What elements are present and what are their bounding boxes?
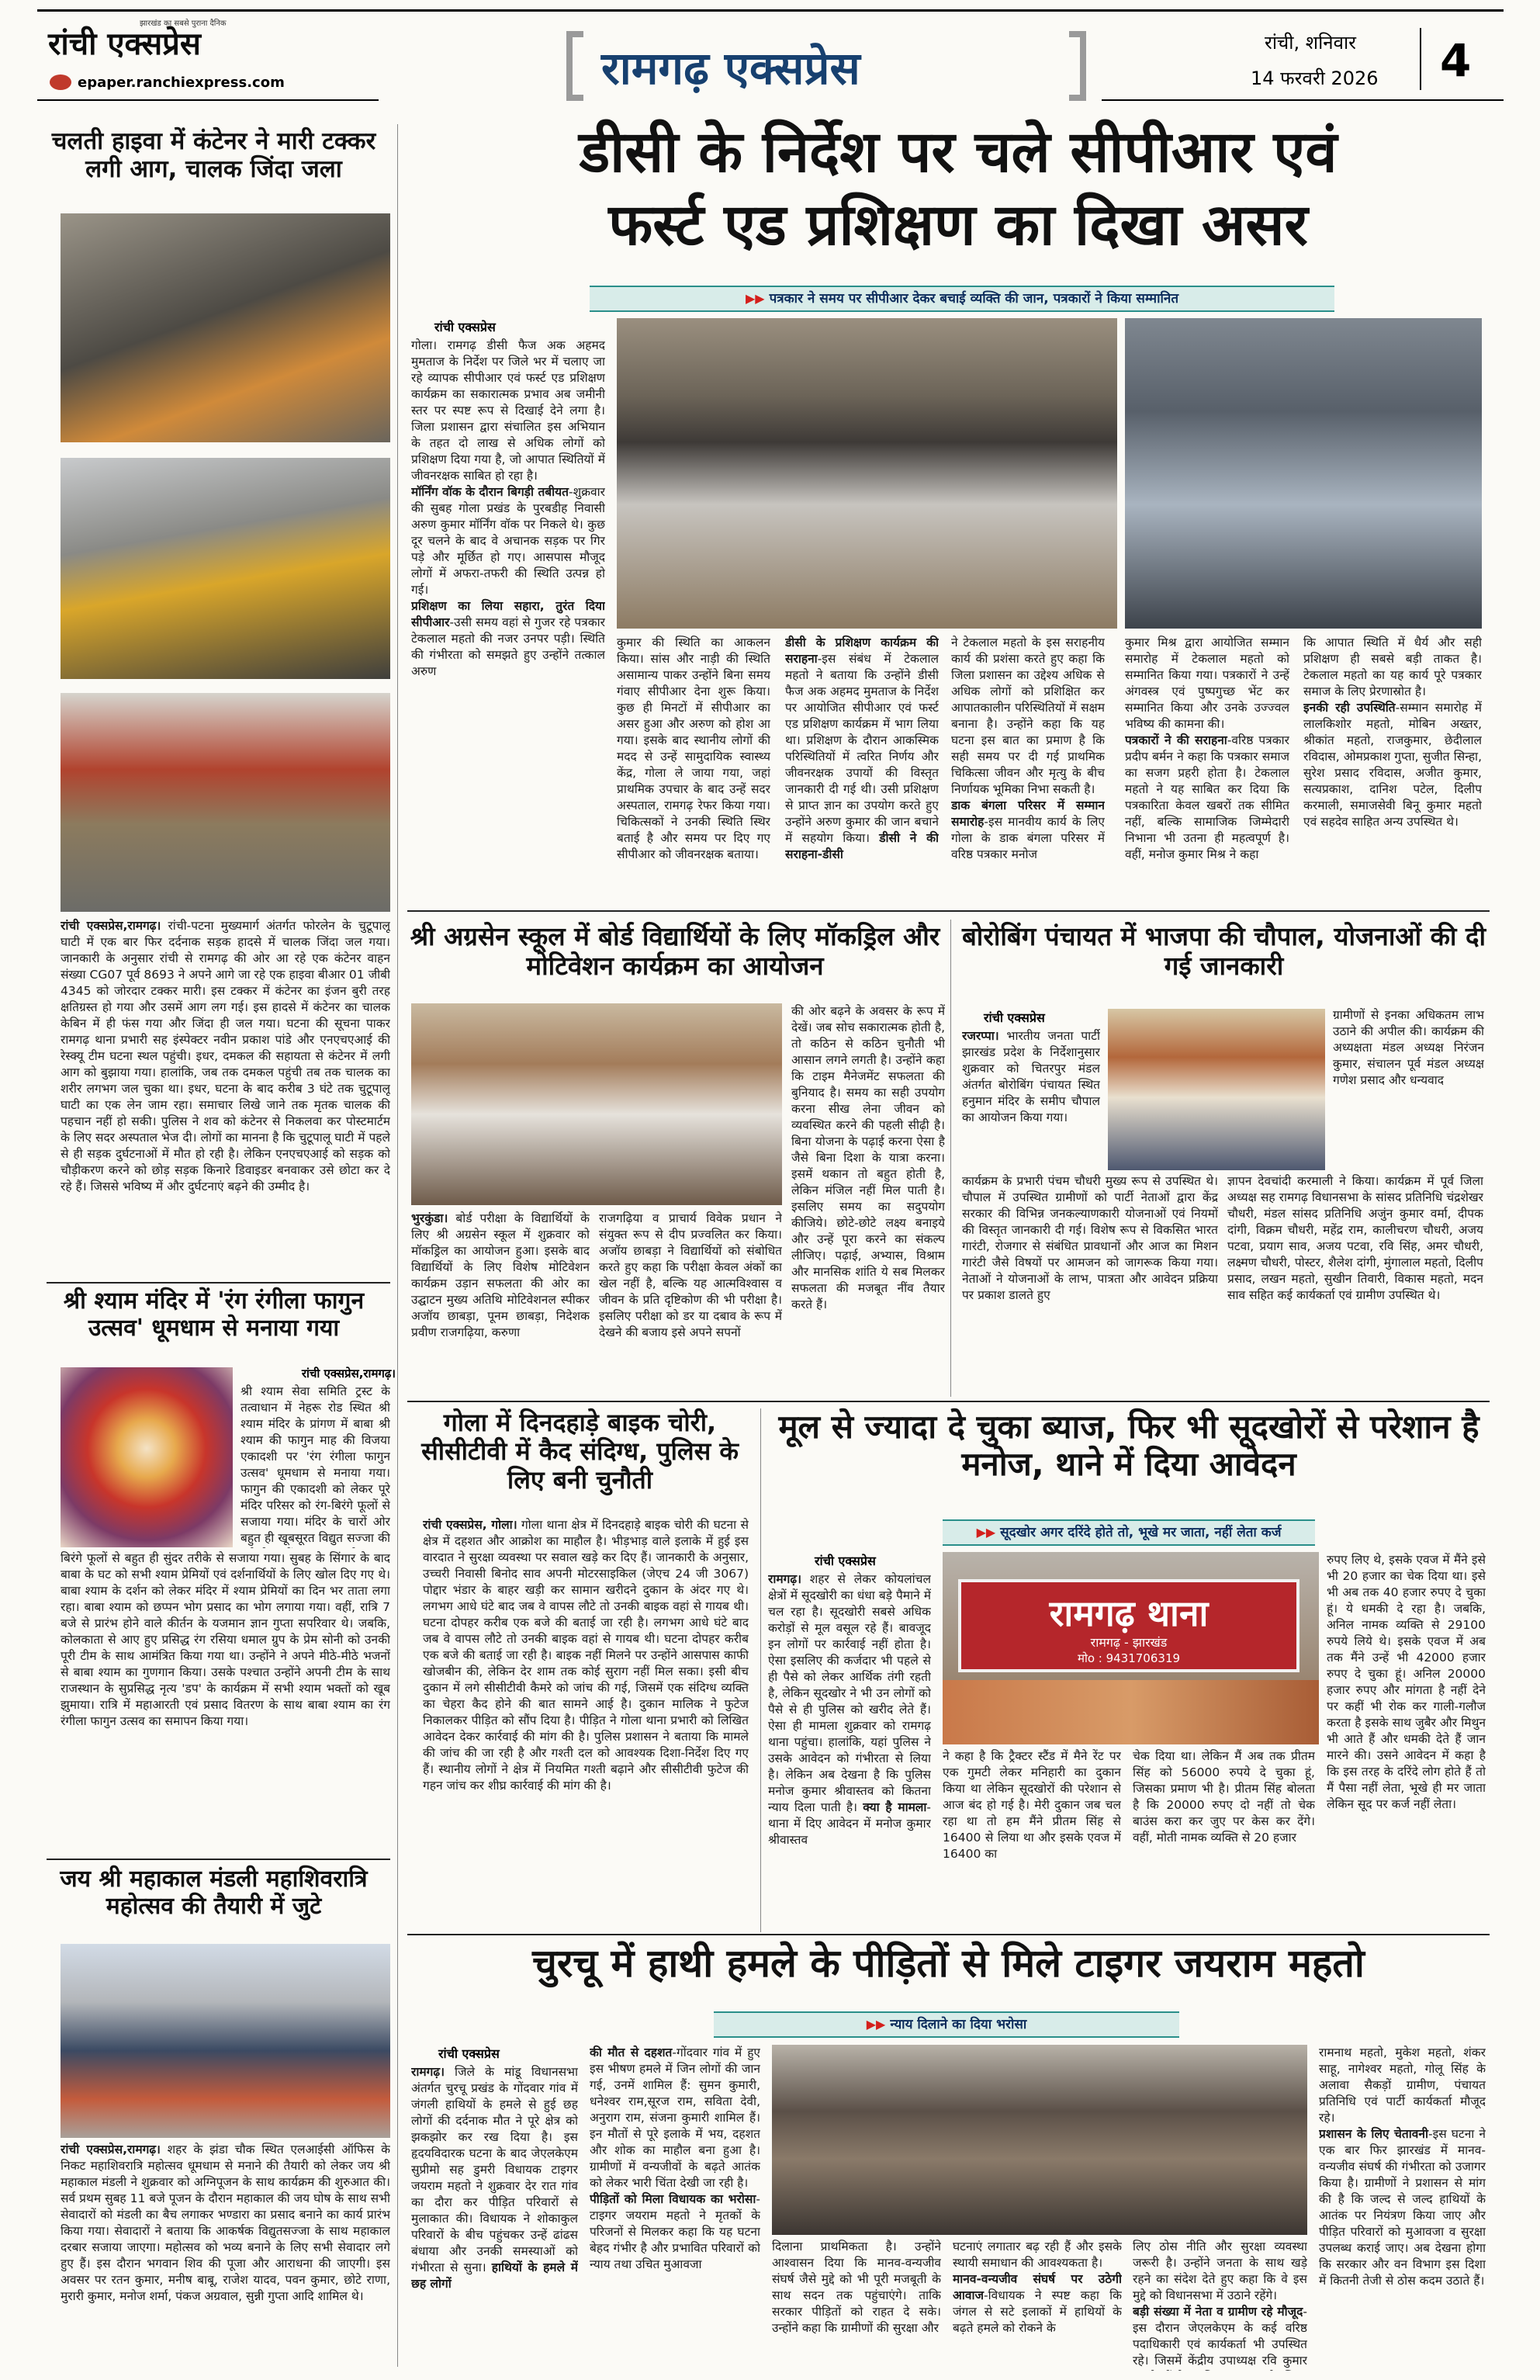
main-col6-text2: सम्मान समारोह में लालकिशोर महतो, मोबिन अख्तर, श्रीकांत महतो, राजकुमार, छेदीलाल रविदास, ओमप्रकाश गुप्ता, सुजीत सिन्हा, सुरेश प्रसाद रविदास, अजीत कुमार, सत्यप्रकाश, दानिश पटेल, दिलीप करमाली, समाजसेवी बिनू कुमार महतो एवं सहदेव साहित अन्य उपस्थित थे। <box>1303 701 1482 829</box>
left-mid-headline: श्री श्याम मंदिर में 'रंग रंगीला फागुन उत्सव' धूमधाम से मनाया गया <box>63 1287 365 1342</box>
police-sign-subtitle: रामगढ़ - झारखंड <box>1090 1635 1168 1650</box>
website-url[interactable]: epaper.ranchiexpress.com <box>78 74 285 91</box>
elephant-col1-text: जिले के मांडू विधानसभा अंतर्गत चुरचू प्रखंड के गोंदवार गांव में जंगली हाथियों के हमले से हुई छह लोगों की दर्दनाक मौत ने पूरे क्षेत्र को झकझोर कर रख दिया है। इस हृदयविदारक घटना के बाद जेएलकेएम सुप्रीमो सह डुमरी विधायक टाइगर जयराम महतो ने शुक्रवार देर रात गांव का दौरा कर पीड़ित परिवारों से मुलाकात की। विधायक ने शोकाकुल परिवारों के बीच पहुंचकर उन्हें ढांढस बंधाया और उनकी समस्याओं को गंभीरता से सुना। <box>411 2065 578 2274</box>
loan-col4: रुपए लिए थे, इसके एवज में मैंने इसे भी 20 हजार का चेक दिया था। इसे भी अब तक 40 हजार रुपए दे चुका हूं। ये धमकी दे रहा है। जबकि, अनिल नामक व्यक्ति से 29100 रुपये लिये थे। इसके एवज में अब तक मैंने उन्हें भी 42000 हजार रुपए दे चुका हूं। अनिल 20000 हजार रुपए और मांगता है नहीं देने पर कहीं भी रोक कर गाली-गलौज करता है इसके साथ जुबैर और मिथुन भी आते हैं और धमकी देते हैं जान मारने की। उसने आवेदन में कहा है कि इस तरह के दरिंदे लोग होते हैं तो मैं पैसा नहीं लेता, भूखे ही मर जाता लेकिन सूद पर कर्ज नहीं लेता। <box>1327 1553 1486 1811</box>
elephant-col4-text: घटनाएं लगातार बढ़ रही हैं और इसके स्थायी समाधान की आवश्यकता है। <box>953 2240 1122 2270</box>
left-divider-1 <box>47 1282 390 1284</box>
school-photo <box>411 1003 782 1205</box>
main-col3-text: इस संबंध में टेकलाल महतो ने बताया कि उन्होंने डीसी फैज अक अहमद मुमताज के निर्देश पर आयोजित सीपीआर एवं फर्स्ट एड प्रशिक्षण कार्यक्रम में भाग लिया था। प्रशिक्षण के दौरान आकस्मिक परिस्थितियों में त्वरित निर्णय और जीवनरक्षक उपायों की विस्तृत जानकारी दी गई थी। उसी प्रशिक्षण से प्राप्त ज्ञान का उपयोग करते हुए उन्होंने अरुण कुमार की जान बचाने में सहयोग किया। <box>785 652 939 845</box>
main-col6-sub: इनकी रही उपस्थिति <box>1303 701 1396 715</box>
theft-headline: गोला में दिनदहाड़े बाइक चोरी, सीसीटीवी में कैद संदिग्ध, पुलिस के लिए बनी चुनौती <box>421 1408 739 1495</box>
main-col3-tail: डीसी ने की सराहना-डीसी <box>785 831 939 861</box>
masthead-top-rule <box>37 9 1504 12</box>
main-headline-line2: फर्स्ट एड प्रशिक्षण का दिखा असर <box>608 192 1308 258</box>
main-col4-sub: डाक बंगला परिसर में सम्मान समारोह <box>951 799 1105 829</box>
elephant-col1-sub: हाथियों के हमले में छह लोगों <box>411 2260 578 2291</box>
loan-col1-text: शहर से लेकर कोयलांचल क्षेत्रों में सूदखोरी का धंधा बड़े पैमाने में चल रहा है। सूदखोरी सबसे अधिक करोड़ों से मूल वसूल रहे हैं। बावजूद इन लोगों पर कार्रवाई नहीं होता है। ऐसा इसलिए की कर्जदार भी पहले से ही पैसे को लेकर आर्थिक तंगी रहती है, लेकिन सूदखोर ने भी उन लोगों को पैसे से ही पुलिस को खरीद लेते हैं। ऐसा ही मामला शुक्रवार को रामगढ़ थाना पहुंचा। हालांकि, यहां पुलिस ने उसके आवेदन को गंभीरता से लिया है। लेकिन अब देखना है कि पुलिस मनोज कुमार श्रीवास्तव को कितना न्याय दिला पाती है। <box>768 1572 931 1814</box>
elephant-photo <box>772 2045 1307 2235</box>
masthead-right-rule <box>1102 99 1504 101</box>
main-divider <box>407 910 1490 912</box>
main-col5: कुमार मिश्र द्वारा आयोजित सम्मान समारोह में टेकलाल महतो को सम्मानित किया गया। पत्रकारों ने उन्हें अंगवस्त्र एवं पुष्पगुच्छ भेंट कर सम्मानित किया और उनके उज्ज्वल भविष्य की कामना की। पत्रकारों ने की सराहना-वरिष्ठ पत्रकार प्रदीप बर्मन ने कहा कि पत्रकार समाज का सजग प्रहरी होता है। टेकलाल महतो ने यह साबित कर दिया कि पत्रकारिता केवल खबरों तक सीमित नहीं, बल्कि सामाजिक जिम्मेदारी निभाना भी उतना ही महत्वपूर्ण है। वहीं, मनोज कुमार मिश्र ने कहा <box>1125 636 1289 861</box>
logo-tagline: झारखंड का सबसे पुराना दैनिक <box>140 19 227 28</box>
left-column-rule <box>397 124 398 2367</box>
elephant-col3: दिलाना प्राथमिकता है। उन्होंने आश्वासन दिया कि मानव-वन्यजीव संघर्ष जैसे मुद्दे को भी पूरी मजबूती के साथ सदन तक पहुंचाएंगे। ताकि सरकार पीड़ितों को राहत दे सके। उन्होंने कहा कि ग्रामीणों की सुरक्षा और <box>772 2240 941 2335</box>
elephant-strap <box>714 2011 1179 2038</box>
main-col5-sub: पत्रकारों ने की सराहना <box>1125 733 1227 747</box>
bjp-text-full: कार्यक्रम के प्रभारी पंचम चौधरी मुख्य रूप से उपस्थित थे। चौपाल में उपस्थित ग्रामीणों को पार्टी नेताओं द्वारा केंद्र सरकार की विभिन्न जनकल्याणकारी योजनाओं एवं नियमों की विस्तृत जानकारी दी गई। विशेष रूप से विकसित भारत गारंटी, रोजगार से संबंधित प्रावधानों और आज का मिशन गारंटी जैसे विषयों पर आमजन को जागरूक किया गया। नेताओं ने योजनाओं के लाभ, पात्रता और आवेदन प्रक्रिया पर प्रकाश डालते हुए <box>962 1174 1218 1302</box>
left-bottom-text: शहर के झंडा चौक स्थित एलआईसी ऑफिस के निकट महाशिवरात्रि महोत्सव धूमधाम से मनाने की तैयारी को लेकर जय श्री महाकाल मंडली ने शुक्रवार को अग्निपूजन के साथ कार्यक्रम की शुरुआत की। सर्व प्रथम सुबह 11 बजे पूजन के दौरान महाकाल की जय घोष के साथ सभी सेवादारों को मंडली का बैच लगाकर भण्डारा का प्रसाद बनाने का कार्य प्रारंभ किया गया। सेवादारों ने बताया कि आकर्षक विद्युतसज्जा के साथ महाकाल दरबार सजाया जाएगा। महोत्सव को भव्य बनाने के लिए सभी सेवादार लगे हुए हैं। इस दौरान भगवान शिव की पूजा और आराधना की जाएगी। इस अवसर पर रतन कुमार, मनीष बाबू, राजेश यादव, पवन कुमार, छोटे राणा, मुरारी कुमार, मनोज शर्मा, पंकज अग्रवाल, सुन्नी गुप्ता आदि शामिल थे। <box>61 2143 390 2303</box>
left-top-photo-1 <box>61 213 390 442</box>
elephant-col2-sub2: पीड़ितों को मिला विधायक का भरोसा <box>590 2192 756 2206</box>
police-sign-board <box>958 1579 1299 1672</box>
elephant-strap-arrow-icon: ▶▶ <box>866 2017 886 2032</box>
bjp-photo <box>1108 1009 1325 1170</box>
main-col1-sub2: प्रशिक्षण का लिया सहारा, तुरंत दिया सीपीआर <box>411 599 605 629</box>
bjp-text-left <box>962 1028 1100 1170</box>
loan-col2: ने कहा है कि ट्रैक्टर स्टैंड में मैने रेंट पर एक गुमटी लेकर मनिहारी का दुकान किया था लेकिन सूदखोरों की परेशान से आज बंद हो गई है। मेरी दुकान जब चल रहा था तो हम मैंने प्रीतम सिंह से 16400 से लिया था और इसके एवज में 16400 का <box>943 1749 1121 1861</box>
school-right-rule <box>950 920 951 1397</box>
edition-date: 14 फरवरी 2026 <box>1251 68 1379 89</box>
location-day: रांची, शनिवार <box>1265 32 1356 54</box>
left-mid-text-beside: श्री श्याम सेवा समिति ट्रस्ट के तत्वाधान में नेहरू रोड स्थित श्री श्याम मंदिर के प्रांगण में बाबा श्री श्याम की फागुन माह की विजया एकादशी पर 'रंग रंगीला फागुन उत्सव' धूमधाम से मनाया गया। फागुन की एकादशी को लेकर पूरे मंदिर परिसर को रंग-बिरंगे फूलों से सजाया गया। मंदिर के चारों ओर बहुत ही खूबसूरत विद्युत सज्जा की <box>241 1384 390 1545</box>
main-col1: गोला। रामगढ़ डीसी फैज अक अहमद मुमताज के निर्देश पर जिले भर में चलाए जा रहे व्यापक सीपीआर एवं फर्स्ट एड प्रशिक्षण कार्यक्रम का सकारात्मक प्रभाव अब जमीनी स्तर पर स्पष्ट रूप से दिखाई देने लगा है। जिला प्रशासन द्वारा संचालित इस अभियान के तहत दो लाख से अधिक लोगों को प्रशिक्षण दिया गया है, जो आपात स्थितियों में जीवनरक्षक साबित हो रहा है। मॉर्निंग वॉक के दौरान बिगड़ी तबीयत-शुक्रवार की सुबह गोला प्रखंड के पुरबडीह निवासी अरुण कुमार मॉर्निंग वॉक पर निकले थे। कुछ दूर चलने के बाद वे अचानक सड़क पर गिर पड़े और मूर्छित हो गए। आसपास मौजूद लोगों में अफरा-तफरी की स्थिति उत्पन्न हो गई। प्रशिक्षण का लिया सहारा, तुरंत दिया सीपीआर-उसी समय वहां से गुजर रहे पत्रकार टेकलाल महतो की नजर उनपर पड़ी। स्थिति की गंभीरता को समझते हुए उन्होंने तत्काल अरुण <box>411 338 605 678</box>
left-divider-2 <box>47 1859 390 1860</box>
left-top-photo-3 <box>61 693 390 912</box>
left-top-text: रांची-पटना मुख्यमार्ग अंतर्गत फोरलेन के चुटूपालू घाटी में एक बार फिर दर्दनाक सड़क हादसे में चालक जिंदा जल गया। जानकारी के अनुसार रांची से रामगढ़ की ओर आ रहे एक कंटेनर वाहन संख्या CG07 पूर्व 8693 ने अपने आगे जा रहे एक हाइवा बीआर 01 जीबी 4345 को जोरदार टक्कर मारी। इस टक्कर में कंटेनर का इंजन बुरी तरह क्षतिग्रस्त हो गया और उसमें आग लग गई। इस हादसे में कंटेनर का चालक केबिन में ही फंस गया और जिंदा ही जल गया। घटना की सूचना पाकर रामगढ़ थाना प्रभारी सह इंस्पेक्टर नवीन प्रकाश पांडे और एनएचएआई की रेस्क्यू टीम घटना स्थल पहुंची। इधर, दमकल की सहायता से कंटेनर में लगी आग को बुझाया गया। हालांकि, जब तक दमकल पहुंची तब तक चालक का शरीर लगभग जल चुका था। इधर, घटना के बाद करीब 3 घंटे तक चुटूपालू घाटी का एक लेन जाम रहा। समाचार लिखे जाने तक मृतक चालक की पहचान नहीं हो सकी। पुलिस ने शव को कंटेनर से निकलवा कर पोस्टमार्टम के लिए सदर अस्पताल भेज दी। लोगों का मानना है कि चुटूपालू घाटी में पहले से ही सड़क दुर्घटनाओं में मौत हो रही है। लेकिन एनएचएआई को सड़क को चौड़ीकरण करने को छोड़ सड़क किनारे डिवाइडर बनवाकर उसे छोटा कर दे रहे हैं। जिससे भविष्य में और दुर्घटनाएं बढ़ने की उम्मीद है। <box>61 919 390 1193</box>
school-dateline: भुरकुंडा। <box>411 1211 448 1225</box>
elephant-col4-sub: मानव-वन्यजीव संघर्ष पर उठेगी आवाज <box>953 2272 1122 2302</box>
main-col5-text2: वरिष्ठ पत्रकार प्रदीप बर्मन ने कहा कि पत्रकार समाज का सजग प्रहरी होता है। टेकलाल महतो ने यह साबित कर दिया कि पत्रकारिता केवल खबरों तक सीमित नहीं, बल्कि सामाजिक जिम्मेदारी निभाना भी उतना ही महत्वपूर्ण है। वहीं, मनोज कुमार मिश्र ने कहा <box>1125 733 1289 861</box>
main-strap <box>590 286 1334 312</box>
main-col1-lead: गोला। रामगढ़ डीसी फैज अक अहमद मुमताज के निर्देश पर जिले भर में चलाए जा रहे व्यापक सीपीआर एवं फर्स्ट एड प्रशिक्षण कार्यक्रम का सकारात्मक प्रभाव अब जमीनी स्तर पर स्पष्ट रूप से दिखाई देने लगा है। जिला प्रशासन द्वारा संचालित इस अभियान के तहत दो लाख से अधिक लोगों को प्रशिक्षण दिया गया है, जो आपात स्थितियों में जीवनरक्षक साबित हो रहा है। <box>411 338 605 483</box>
main-col1-sub1: मॉर्निंग वॉक के दौरान बिगड़ी तबीयत <box>411 485 569 499</box>
main-col1-text3: उसी समय वहां से गुजर रहे पत्रकार टेकलाल महतो की नजर उनपर पड़ी। स्थिति की गंभीरता को समझते हुए उन्होंने तत्काल अरुण <box>411 615 605 678</box>
bjp-text-full2: ज्ञापन देवचांदी करमाली ने किया। कार्यक्रम में पूर्व जिला अध्यक्ष सह रामगढ़ विधानसभा के सांसद प्रतिनिधि चंद्रशेखर चौधरी, मंडल सांसद प्रतिनिधि अजुंन कुमार वर्मा, दीपक दांगी, विक्रम चौधरी, महेंद्र राम, कालीचरण चौधरी, अजय पटवा, प्रयाग साव, अजय पटवा, रवि सिंह, अमर चौधरी, लक्ष्मण चौधरी, पोस्टर, शैलेश दांगी, मुंगालाल महतो, दिलीप प्रसाद, लखन महतो, सुखीन तिवारी, विकास महतो, मदन साव सहित कई कार्यकर्ता एवं ग्रामीण उपस्थित थे। <box>1227 1174 1483 1302</box>
main-col6-text: कि आपात स्थिति में धैर्य और सही प्रशिक्षण ही सबसे बड़ी ताकत है। टेकलाल महतो का यह कार्य पूरे पत्रकार समाज के लिए प्रेरणास्रोत है। <box>1303 636 1482 698</box>
elephant-col2-text: गोंदवार गांव में हुए इस भीषण हमले में जिन लोगों की जान गई, उनमें शामिल हैं: सुमन कुमारी, धनेश्वर राम,सूरज राम, सविता देवी, अनुराग राम, संजना कुमारी शामिल हैं। इन मौतों से पूरे इलाके में भय, दहशत और शोक का माहौल बना हुआ है। ग्रामीणों में वन्यजीवों के बढ़ते आतंक को लेकर भारी चिंता देखी जा रही है। <box>590 2046 760 2190</box>
website-icon <box>50 74 71 90</box>
elephant-col4: घटनाएं लगातार बढ़ रही हैं और इसके स्थायी समाधान की आवश्यकता है। मानव-वन्यजीव संघर्ष पर उठेगी आवाज-विधायक ने स्पष्ट कहा कि जंगल से सटे इलाकों में हाथियों के बढ़ते हमले को रोकने के <box>953 2240 1122 2335</box>
loan-dateline: रामगढ़। <box>768 1572 801 1586</box>
loan-col1-sub: क्या है मामला <box>863 1800 927 1814</box>
theft-right-rule <box>760 1408 761 1932</box>
bjp-dateline: रजरप्पा। <box>962 1029 999 1043</box>
loan-strap <box>943 1519 1315 1546</box>
elephant-col5-text: लिए ठोस नीति और सुरक्षा व्यवस्था जरूरी है। उन्होंने जनता के साथ खड़े रहने का संदेश देते हुए कहा कि वे इस मुद्दे को विधानसभा में उठाने रहेंगे। <box>1133 2240 1307 2302</box>
loan-col1-tail: थाना में दिए आवेदन में मनोज कुमार श्रीवास्तव <box>768 1817 931 1847</box>
elephant-byline: रांची एक्सप्रेस <box>438 2046 500 2061</box>
elephant-col5: लिए ठोस नीति और सुरक्षा व्यवस्था जरूरी है। उन्होंने जनता के साथ खड़े रहने का संदेश देते हुए कहा कि वे इस मुद्दे को विधानसभा में उठाने रहेंगे। बड़ी संख्या में नेता व ग्रामीण रहे मौजूद-इस दौरान जेएलकेएम के कई वरिष्ठ पदाधिकारी एवं कार्यकर्ता भी उपस्थित रहे। जिसमें केंद्रीय उपाध्यक्ष रवि कुमार <box>1133 2239 1307 2371</box>
theft-text: गोला थाना क्षेत्र में दिनदहाड़े बाइक चोरी की घटना से क्षेत्र में दहशत और आक्रोश का माहौल है। भीड़भाड़ वाले इलाके में हुई इस वारदात ने सुरक्षा व्यवस्था पर सवाल खड़े कर दिए हैं। जानकारी के अनुसार, उच्चरी निवासी बिनोद साव अपनी मोटरसाइकिल (जेएच 24 जी 3067) पोद्दार भंडार के बाहर खड़ी कर सामान खरीदने दुकान के अंदर गए थे। लगभग आधे घंटे बाद जब वे वापस लौटे तो उनकी बाइक वहां से गायब थी। घटना दोपहर करीब एक बजे की बताई जा रही है। लगभग आधे घंटे बाद जब वे वापस लौटे तो उनकी बाइक वहां से गायब थी। घटना दोपहर करीब एक बजे की बताई जा रही है। बाइक नहीं मिलने पर उन्होंने आसपास काफी खोजबीन की, लेकिन देर शाम तक कोई सुराग नहीं मिल सका। इसी बीच दुकान में लगे सीसीटीवी कैमरे को जांच की गई, जिसमें एक संदिग्ध व्यक्ति का चेहरा कैद होने की बात सामने आई है। दुकान मालिक ने फुटेज निकालकर पीड़ित को सौंप दिया है। पीड़ित ने गोला थाना प्रभारी को लिखित आवेदन देकर कार्रवाई की मांग की है। पुलिस प्रशासन ने बताया कि मामले की जांच की जा रही है और गश्ती दल को आवश्यक दिशा-निर्देश दिए गए हैं। स्थानीय लोगों ने क्षेत्र में नियमित गश्ती बढ़ाने और सीसीटीवी फुटेज की गहन जांच कर शीघ्र कार्रवाई की मांग की है। <box>423 1518 749 1793</box>
bjp-text-right: ग्रामीणों से इनका अधिकतम लाभ उठाने की अपील की। कार्यक्रम की अध्यक्षता मंडल अध्यक्ष निरंजन कुमार, संचालन पूर्व मंडल अध्यक्ष गणेश प्रसाद और धन्यवाद <box>1333 1008 1484 1087</box>
main-strap-text: पत्रकार ने समय पर सीपीआर देकर बचाई व्यक्ति की जान, पत्रकारों ने किया सम्मानित <box>769 291 1179 307</box>
main-photo-group <box>617 318 1117 629</box>
left-bottom-body <box>61 2142 390 2371</box>
edition-name: रामगढ़ एक्सप्रेस <box>601 42 860 95</box>
left-mid-text-below: बिरंगे फूलों से बहुत ही सुंदर तरीके से सजाया गया। सुबह के सिंगार के बाद बाबा के घट को सभी श्याम प्रेमियों एवं दर्शनार्थियों के लिए खोल दिए गए थे। बाबा श्याम के दर्शन को लेकर मंदिर में श्याम प्रेमियों का दिन भर ताता लगा रहा। बाबा श्याम को छप्पन भोग प्रसाद का भोग लगाया गया। वहीं, रात्रि 7 बजे से प्रारंभ होने वाले कीर्तन के यजमान ज्ञान गुप्ता सपरिवार थे। जबकि, कोलकाता से आए हुए प्रसिद्ध रंग रसिया धमाल ग्रुप के प्रेम सोनी को उनकी पूरी टीम के साथ आमंत्रित किया गया था। उन्होंने ने अपने मीठे-मीठे भजनों से बाबा श्याम का गुणगान किया। उसके पश्चात उन्होंने अपनी टीम के साथ राजस्थान के सुप्रसिद्ध नृत्य 'डप' के कार्यक्रम में सभी श्याम भक्तों को खूब झुमाया। रात्रि में महाआरती एवं प्रसाद वितरण के साथ बाबा श्याम का रंग रंगीला फागुन उत्सव का समापन किया गया। <box>61 1551 390 1728</box>
main-col4-text: ने टेकलाल महतो के इस सराहनीय कार्य की प्रशंसा करते हुए कहा कि जिला प्रशासन का उद्देश्य अधिक से अधिक लोगों को प्रशिक्षित कर आपातकालीन परिस्थितियों में सक्षम बनाना है। उन्होंने कहा कि यह घटना इस बात का प्रमाण है कि सही समय पर दी गई प्राथमिक चिकित्सा जीवन और मृत्यु के बीच निर्णायक भूमिका निभा सकती है। <box>951 636 1105 796</box>
left-bottom-photo <box>61 1944 390 2138</box>
mid-divider <box>407 1401 1490 1402</box>
elephant-col6: रामनाथ महतो, मुकेश महतो, शंकर साहू, नागेश्वर महतो, गोलू सिंह के अलावा सैकड़ों ग्रामीण, पंचायत प्रतिनिधि एवं पार्टी कार्यकर्ता मौजूद रहे। प्रशासन के लिए चेतावनी-इस घटना ने एक बार फिर झारखंड में मानव-वन्यजीव संघर्ष की गंभीरता को उजागर किया है। ग्रामीणों ने प्रशासन से मांग की है कि जल्द से जल्द हाथियों के आतंक पर नियंत्रण किया जाए और पीड़ित परिवारों को मुआवजा व सुरक्षा उपलब्ध कराई जाए। अब देखना होगा कि सरकार और वन विभाग इस दिशा में कितनी तेजी से ठोस कदम उठाते हैं। <box>1319 2046 1486 2288</box>
theft-body <box>423 1517 749 1928</box>
elephant-col6-text2: इस घटना ने एक बार फिर झारखंड में मानव-वन्यजीव संघर्ष की गंभीरता को उजागर किया है। ग्रामीणों ने प्रशासन से मांग की है कि जल्द से जल्द हाथियों के आतंक पर नियंत्रण किया जाए और पीड़ित परिवारों को मुआवजा व सुरक्षा उपलब्ध कराई जाए। अब देखना होगा कि सरकार और वन विभाग इस दिशा में कितनी तेजी से ठोस कदम उठाते हैं। <box>1319 2127 1486 2288</box>
elephant-dateline: रामगढ़। <box>411 2065 445 2079</box>
main-col4-text2: इस मानवीय कार्य के लिए गोला के डाक बंगला परिसर में वरिष्ठ पत्रकार मनोज <box>951 815 1105 861</box>
masthead-left-rule <box>37 99 379 101</box>
loan-col1: रामगढ़। शहर से लेकर कोयलांचल क्षेत्रों में सूदखोरी का धंधा बड़े पैमाने में चल रहा है। सूदखोरी सबसे अधिक करोड़ों से मूल वसूल रहे हैं। बावजूद इन लोगों पर कार्रवाई नहीं होता है। ऐसा इसलिए की कर्जदार भी पहले से ही पैसे को लेकर आर्थिक तंगी रहती है, लेकिन सूदखोर ने भी उन लोगों को पैसे से ही पुलिस को खरीद लेते हैं। ऐसा ही मामला शुक्रवार को रामगढ़ थाना पहुंचा। हालांकि, यहां पुलिस ने उसके आवेदन को गंभीरता से लिया है। लेकिन अब देखना है कि पुलिस मनोज कुमार श्रीवास्तव को कितना न्याय दिला पाती है। क्या है मामला-थाना में दिए आवेदन में मनोज कुमार श्रीवास्तव <box>768 1572 931 1847</box>
left-mid-photo <box>61 1367 233 1547</box>
main-col3: डीसी के प्रशिक्षण कार्यक्रम की सराहना-इस संबंध में टेकलाल महतो ने बताया कि उन्होंने डीसी फैज अक अहमद मुमताज के निर्देश पर आयोजित सीपीआर एवं फर्स्ट एड प्रशिक्षण कार्यक्रम में भाग लिया था। प्रशिक्षण के दौरान आकस्मिक परिस्थितियों में त्वरित निर्णय और जीवनरक्षक उपायों की विस्तृत जानकारी दी गई थी। उसी प्रशिक्षण से प्राप्त ज्ञान का उपयोग करते हुए उन्होंने अरुण कुमार की जान बचाने में सहयोग किया। डीसी ने की सराहना-डीसी <box>785 636 939 861</box>
left-top-body <box>61 918 390 1280</box>
main-col5-text: कुमार मिश्र द्वारा आयोजित सम्मान समारोह में टेकलाल महतो को सम्मानित किया गया। पत्रकारों ने उन्हें अंगवस्त्र एवं पुष्पगुच्छ भेंट कर सम्मानित किया और उनके उज्ज्वल भविष्य की कामना की। <box>1125 636 1289 731</box>
police-building-wall <box>943 1680 1319 1744</box>
main-col1-text2: शुक्रवार की सुबह गोला प्रखंड के पुरबडीह निवासी अरुण कुमार मॉर्निंग वॉक पर निकले थे। कुछ दूर चलने के बाद वे अचानक सड़क पर गिर पड़े और मूर्छित हो गए। आसपास मौजूद लोगों में अफरा-तफरी की स्थिति उत्पन्न हो गई। <box>411 485 605 597</box>
main-col2: कुमार की स्थिति का आकलन किया। सांस और नाड़ी की स्थिति असामान्य पाकर उन्होंने बिना समय गंवाए सीपीआर देना शुरू किया। कुछ ही मिनटों में सीपीआर का असर हुआ और अरुण को होश आ गया। इसके बाद स्थानीय लोगों की मदद से उन्हें सामुदायिक स्वास्थ्य केंद्र, गोला ले जाया गया, जहां प्राथमिक उपचार के बाद उन्हें सदर अस्पताल, रामगढ़ रेफर किया गया। चिकित्सकों ने उनकी स्थिति स्थिर बताई है और समय पर दिए गए सीपीआर को जीवनरक्षक बताया। <box>617 636 770 861</box>
elephant-col2: की मौत से दहशत-गोंदवार गांव में हुए इस भीषण हमले में जिन लोगों की जान गई, उनमें शामिल हैं: सुमन कुमारी, धनेश्वर राम,सूरज राम, सविता देवी, अनुराग राम, संजना कुमारी शामिल हैं। इन मौतों से पूरे इलाके में भय, दहशत और शोक का माहौल बना हुआ है। ग्रामीणों में वन्यजीवों के बढ़ते आतंक को लेकर भारी चिंता देखी जा रही है। पीड़ितों को मिला विधायक का भरोसा-टाइगर जयराम महतो ने मृतकों के परिजनों से मिलकर कहा कि यह घटना बेहद गंभीर है और प्रभावित परिवारों को न्याय तथा उचित मुआवजा <box>590 2046 760 2271</box>
elephant-col1 <box>411 2064 578 2371</box>
logo-text: रांची एक्सप्रेस <box>48 26 201 62</box>
elephant-col5-text2: इस दौरान जेएलकेएम के कई वरिष्ठ पदाधिकारी एवं कार्यकर्ता भी उपस्थित रहे। जिसमें केंद्रीय उपाध्यक्ष रवि कुमार <box>1133 2321 1307 2368</box>
elephant-col6-text: रामनाथ महतो, मुकेश महतो, शंकर साहू, नागेश्वर महतो, गोलू सिंह के अलावा सैकड़ों ग्रामीण, पंचायत प्रतिनिधि एवं पार्टी कार्यकर्ता मौजूद रहे। <box>1319 2046 1486 2125</box>
page-number-divider <box>1420 28 1421 90</box>
school-col2: राजगढ़िया व प्राचार्य विवेक प्रधान ने संयुक्त रूप से दीप प्रज्वलित कर किया। अजॉय छाबड़ा ने विद्यार्थियों को संबोधित करते हुए कहा कि परीक्षा केवल अंकों का खेल नहीं है, बल्कि यह आत्मविश्वास व जीवन के प्रति दृष्टिकोण की भी परीक्षा है। इसलिए परीक्षा को डर या दबाव के रूप में देखने की बजाय इसे अपने सपनों <box>599 1211 782 1339</box>
loan-photo <box>943 1552 1319 1744</box>
left-bottom-headline: जय श्री महाकाल मंडली महाशिवरात्रि महोत्सव की तैयारी में जुटे <box>60 1866 368 1920</box>
main-strap-arrow-icon: ▶▶ <box>745 291 765 306</box>
police-sign-title: रामगढ़ थाना <box>1049 1592 1209 1634</box>
main-col6: कि आपात स्थिति में धैर्य और सही प्रशिक्षण ही सबसे बड़ी ताकत है। टेकलाल महतो का यह कार्य पूरे पत्रकार समाज के लिए प्रेरणास्रोत है। इनकी रही उपस्थिति-सम्मान समारोह में लालकिशोर महतो, मोबिन अख्तर, श्रीकांत महतो, राजकुमार, छेदीलाल रविदास, ओमप्रकाश गुप्ता, सुजीत सिन्हा, सुरेश प्रसाद रविदास, अजीत कुमार, सत्यप्रकाश, दानिश पटेल, दिलीप करमाली, समाजसेवी बिनू कुमार महतो एवं सहदेव साहित अन्य उपस्थित थे। <box>1303 636 1482 829</box>
edition-bracket-right <box>1069 31 1086 101</box>
lower-divider <box>407 1934 1490 1935</box>
elephant-strap-text: न्याय दिलाने का दिया भरोसा <box>890 2017 1027 2032</box>
loan-headline: मूल से ज्यादा दे चुका ब्याज, फिर भी सूदखोरों से परेशान है मनोज, थाने में दिया आवेदन <box>778 1408 1479 1484</box>
main-headline-line1: डीसी के निर्देश पर चले सीपीआर एवं <box>579 119 1338 185</box>
elephant-col2-text2: टाइगर जयराम महतो ने मृतकों के परिजनों से मिलकर कहा कि यह घटना बेहद गंभीर है और प्रभावित परिवारों को न्याय तथा उचित मुआवजा <box>590 2209 760 2271</box>
main-col3-sub: डीसी के प्रशिक्षण कार्यक्रम की सराहना <box>785 636 939 666</box>
loan-col3: चेक दिया था। लेकिन मैं अब तक प्रीतम सिंह को 56000 रुपये दे चुका हूं, जिसका प्रमाण भी है। प्रीतम सिंह बोलता है कि 20000 रुपए दो नहीं तो चेक बाउंस करा कर जुए पर केस कर देंगे। वहीं, मोती नामक व्यक्ति से 20 हजार <box>1133 1749 1315 1845</box>
elephant-col4-text2: विधायक ने स्पष्ट कहा कि जंगल से सटे इलाकों में हाथियों के बढ़ते हमले को रोकने के <box>953 2288 1122 2335</box>
edition-bracket-left <box>566 31 583 101</box>
page-number: 4 <box>1440 34 1472 87</box>
left-bottom-dateline: रांची एक्सप्रेस,रामगढ़। <box>61 2143 161 2157</box>
main-col4: ने टेकलाल महतो के इस सराहनीय कार्य की प्रशंसा करते हुए कहा कि जिला प्रशासन का उद्देश्य अधिक से अधिक लोगों को प्रशिक्षित कर आपातकालीन परिस्थितियों में सक्षम बनाना है। उन्होंने कहा कि यह घटना इस बात का प्रमाण है कि सही समय पर दी गई प्राथमिक चिकित्सा जीवन और मृत्यु के बीच निर्णायक भूमिका निभा सकती है। डाक बंगला परिसर में सम्मान समारोह-इस मानवीय कार्य के लिए गोला के डाक बंगला परिसर में वरिष्ठ पत्रकार मनोज <box>951 636 1105 861</box>
left-mid-dateline: रांची एक्सप्रेस,रामगढ़। <box>301 1367 396 1381</box>
elephant-col6-sub: प्रशासन के लिए चेतावनी <box>1319 2127 1428 2141</box>
left-top-photo-2 <box>61 458 390 679</box>
school-col1 <box>411 1211 590 1393</box>
masthead <box>0 0 1540 113</box>
left-top-headline: चलती हाइवा में कंटेनर ने मारी टक्कर लगी आग, चालक जिंदा जला <box>51 127 376 183</box>
police-sign-phone: मोo : 9431706319 <box>1077 1651 1181 1665</box>
theft-dateline: रांची एक्सप्रेस, गोला। <box>423 1518 517 1532</box>
school-headline: श्री अग्रसेन स्कूल में बोर्ड विद्यार्थियों के लिए मॉकड्रिल और मोटिवेशन कार्यक्रम का आयोजन <box>410 921 940 981</box>
loan-byline: रांची एक्सप्रेस <box>815 1554 876 1568</box>
bjp-text-left-body: भारतीय जनता पार्टी झारखंड प्रदेश के निर्देशानुसार शुक्रवार को चितरपुर मंडल अंतर्गत बोरोबिंग पंचायत स्थित हनुमान मंदिर के समीप चौपाल का आयोजन किया गया। <box>962 1029 1100 1124</box>
left-top-dateline: रांची एक्सप्रेस,रामगढ़। <box>61 919 161 933</box>
elephant-col2-sub: की मौत से दहशत <box>590 2046 673 2060</box>
bjp-headline: बोरोबिंग पंचायत में भाजपा की चौपाल, योजनाओं की दी गई जानकारी <box>961 921 1486 981</box>
school-col3: की ओर बढ़ने के अवसर के रूप में देखें। जब सोच सकारात्मक होती है, तो कठिन से कठिन चुनौती भी आसान लगने लगती है। उन्होंने कहा कि टाइम मैनेजमेंट सफलता की बुनियाद है। समय का सही उपयोग करना सीख लेना जीवन को व्यवस्थित करने की पहली सीढ़ी है। बिना योजना के पढ़ाई करना ऐसा है जैसे बिना दिशा के यात्रा करना। इसमें थकान तो बहुत होती है, लेकिन मंजिल नहीं मिल पाती है। इसलिए समय का सदुपयोग कीजिये। छोटे-छोटे लक्ष्य बनाइये और उन्हें पूरा करने का संकल्प लीजिए। पढ़ाई, अभ्यास, विश्राम और मानसिक शांति ये सब मिलकर सफलता की मजबूत नींव तैयार करते हैं। <box>791 1004 945 1311</box>
loan-strap-text: सूदखोर अगर दरिंदे होते तो, भूखे मर जाता, नहीं लेता कर्ज <box>1000 1525 1282 1540</box>
elephant-headline: चुरचू में हाथी हमले के पीड़ितों से मिले टाइगर जयराम महतो <box>532 1941 1365 1986</box>
main-photo-cpr <box>1125 318 1482 629</box>
school-col1-text: बोर्ड परीक्षा के विद्यार्थियों के लिए श्री अग्रसेन स्कूल में शुक्रवार को मॉकड्रिल का आयोजन हुआ। इसके बाद विद्यार्थियों के लिए विशेष मोटिवेशन कार्यक्रम उड़ान सफलता की ओर का उद्घाटन मुख्य अतिथि मोटिवेशनल स्पीकर अजॉय छाबड़ा, पूनम छाबड़ा, निदेशक प्रवीण राजगढ़िया, करुणा <box>411 1211 590 1339</box>
bjp-byline: रांची एक्सप्रेस <box>984 1010 1045 1025</box>
main-byline: रांची एक्सप्रेस <box>434 320 496 334</box>
elephant-col5-sub: बड़ी संख्या में नेता व ग्रामीण रहे मौजूद <box>1133 2305 1303 2319</box>
loan-strap-arrow-icon: ▶▶ <box>976 1525 996 1540</box>
